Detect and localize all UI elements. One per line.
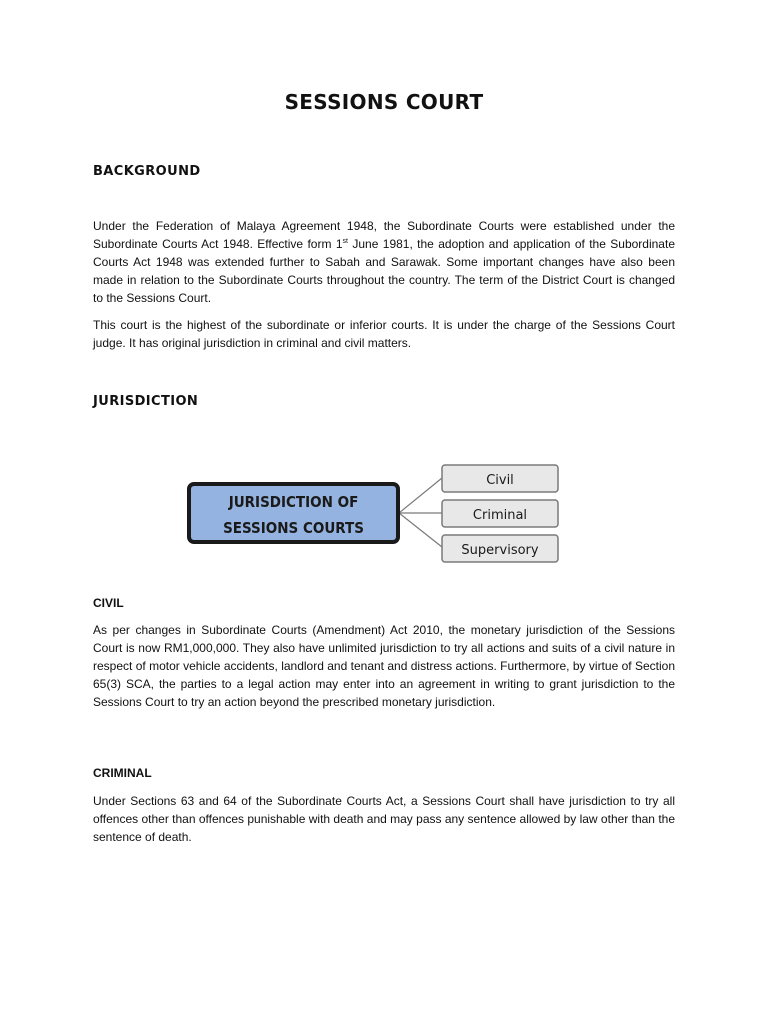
branch-box-supervisory xyxy=(442,535,558,562)
branch-label-civil: Civil xyxy=(486,473,514,488)
main-box-line-1: JURISDICTION OF xyxy=(228,493,359,511)
page-title: SESSIONS COURT xyxy=(284,90,484,114)
criminal-paragraph: Under Sections 63 and 64 of the Subordinate Courts Act, a Sessions Court shall have jurisdiction to try all offences other than offences punishable with death and may pass any sentence allowed by law other than the sentence of death. xyxy=(93,794,675,844)
connector-line-civil xyxy=(399,478,442,513)
civil-paragraph: As per changes in Subordinate Courts (Amendment) Act 2010, the monetary jurisdiction of the Sessions Court is now RM1,000,000. They also have unlimited jurisdiction to try all actions and suits of a civil nature in respect of motor vehicle accidents, landlord and tenant and distress actions. Furthermore, by virtue of Section 65(3) SCA, the parties to a legal action may enter into an agreement in writing to grant jurisdiction to the Sessions Court to try an action beyond the prescribed monetary jurisdiction. xyxy=(93,623,675,709)
branch-label-criminal: Criminal xyxy=(472,508,528,523)
background-paragraph-1 xyxy=(93,217,675,307)
branch-box-criminal xyxy=(442,500,558,527)
main-jurisdiction-box xyxy=(189,484,398,542)
background-heading: BACKGROUND xyxy=(93,164,201,179)
branch-label-supervisory: Supervisory xyxy=(461,543,539,558)
jurisdiction-heading: JURISDICTION xyxy=(93,394,199,409)
jurisdiction-diagram xyxy=(180,455,570,573)
criminal-heading: CRIMINAL xyxy=(93,766,152,780)
civil-heading: CIVIL xyxy=(93,596,124,610)
branch-box-civil xyxy=(442,465,558,492)
ordinal-suffix: st xyxy=(342,238,348,245)
background-paragraph-2: This court is the highest of the subordinate or inferior courts. It is under the charge of the Sessions Court judge. It has original jurisdiction in criminal and civil matters. xyxy=(93,318,675,350)
background-paragraph-1-part1: Under the Federation of Malaya Agreement 1948, the Subordinate Courts were established under the Subordinate Courts Act 1948. Effective form 1 xyxy=(93,219,675,251)
main-box-line-2: SESSIONS COURTS xyxy=(223,519,364,537)
connector-line-supervisory xyxy=(399,513,442,547)
background-paragraph-1-part2: June 1981, the adoption and application of the Subordinate Courts Act 1948 was extended further to Sabah and Sarawak. Some important changes have also been made in relation to the Subordinate Courts throughout the country. The term of the District Court is changed to the Sessions Court. xyxy=(93,237,675,305)
